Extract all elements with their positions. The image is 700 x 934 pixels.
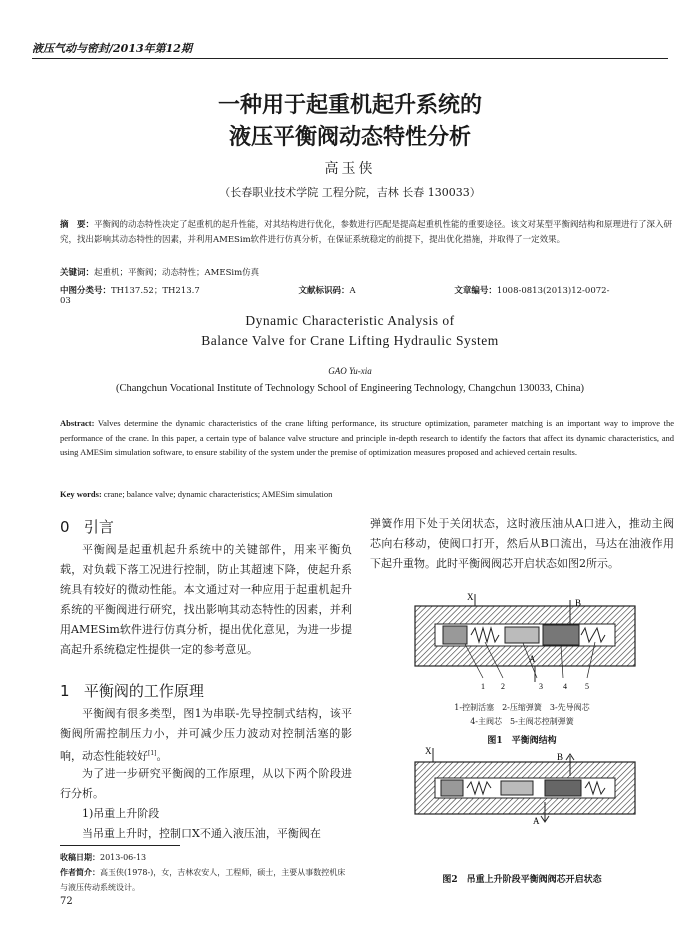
figure-1-title: 图1 平衡阀结构: [487, 736, 557, 746]
port-b-label: B: [557, 752, 564, 762]
part-number-3: 3: [539, 682, 543, 691]
keywords-zh: [60, 266, 674, 278]
part-number-4: 4: [563, 682, 567, 691]
figure-2-title: 图2 吊重上升阶段平衡阀阀芯开启状态: [442, 875, 602, 885]
keywords-zh-label: 关键词：: [60, 268, 95, 278]
title-en-line2: Balance Valve for Crane Lifting Hydraulic System: [201, 333, 499, 348]
abstract-zh: [60, 218, 674, 248]
document-code: 文献标识码：A: [298, 286, 356, 296]
header-rule: [32, 58, 668, 59]
classification-row: [60, 284, 674, 306]
running-header: 液压气动与密封/2013年第12期: [32, 42, 192, 55]
title-zh-line1: 一种用于起重机起升系统的: [217, 93, 482, 118]
port-a-label: A: [529, 654, 536, 664]
section-1-title: 平衡阀的工作原理: [83, 682, 204, 700]
affiliation-en: (Changchun Vocational Institute of Technology School of Engineering Technology, Changchun 130033, China): [115, 383, 585, 394]
figure-2-drawing: [395, 746, 655, 828]
main-spool: [543, 625, 579, 645]
figure-1-legend-line1: 1-控制活塞 2-压缩弹簧 3-先导阀芯: [454, 703, 590, 712]
port-x-label: X: [467, 592, 474, 602]
section-1-paragraph-2: 为了进一步研究平衡阀的工作原理，从以下两个阶段进行分析。: [60, 767, 352, 800]
section-0-paragraph: 平衡阀是起重机起升系统中的关键部件，用来平衡负载，对负载下落工况进行控制，防止其超速下降，使起升系统具有较好的微动性能。本文通过对一种应用于起重机起升系统的平衡阀进行研究，找出影响其动态特性的因素，并利用AMESim软件进行仿真分析，提出优化意见，为进一步提高起升系统稳定性提供一定的参考意见。: [60, 543, 352, 656]
abstract-zh-text: 平衡阀的动态特性决定了起重机的起升性能，对其结构进行优化，参数进行匹配是提高起重机性能的重要途径。该文对某型平衡阀结构和原理进行了深入研究，找出影响其动态特性的因素，并利用AMESim软件进行仿真分析，在保证系统稳定的前提下，提出优化措施，并取得了一定效果。: [60, 220, 673, 245]
clc: 中图分类号：TH137.52；TH213.7: [60, 286, 200, 296]
title-en-line1: Dynamic Characteristic Analysis of: [245, 313, 455, 328]
page-number: 72: [60, 896, 73, 907]
keywords-en-label: Key words:: [60, 489, 102, 499]
reference-mark: [1]: [148, 750, 157, 757]
section-0-number: 0: [60, 518, 70, 536]
section-1-number: 1: [60, 682, 70, 700]
section-1-heading: [60, 680, 352, 701]
author-en: GAO Yu-xia: [328, 366, 372, 376]
abstract-en-text: Valves determine the dynamic characteristics of the crane lifting performance, its structure optimization, parameter matching is an important way to improve the performance of the crane. In this paper, a certain type of balance valve structure and principle in-depth research to identify the factors that affect its dynamic characteristics, and using AMESim simulation software, to ensure stability of the system under the premise of optimization measures proposed and achieved certain results.: [60, 418, 674, 457]
figure-1-drawing: [395, 592, 655, 692]
main-spool-open: [545, 780, 581, 796]
part-number-5: 5: [585, 682, 589, 691]
keywords-zh-text: 起重机；平衡阀；动态特性；AMESim仿真: [94, 268, 260, 278]
keywords-en: [60, 489, 332, 499]
section-1-paragraph-1: 平衡阀有很多类型，图1为串联-先导控制式结构，该平衡阀所需控制压力小，并可减少压力波动对控制活塞的影响，动态性能较好[1]。: [60, 707, 352, 763]
port-a-label: A: [533, 816, 540, 826]
control-piston: [443, 626, 467, 644]
section-1-paragraph-3: 当吊重上升时，控制口X不通入液压油，平衡阀在: [82, 827, 321, 840]
author-bio: 作者简介：高玉侠(1978-)，女，吉林农安人，工程师，硕士，主要从事数控机床与液压传动系统设计。: [60, 867, 346, 892]
pilot-spool: [501, 781, 533, 795]
article-number: 文章编号：1008-0813(2013)12-0072-03: [60, 286, 610, 306]
section-0-heading: [60, 516, 352, 537]
control-piston: [441, 780, 463, 796]
part-number-1: 1: [481, 682, 485, 691]
pilot-spool: [505, 627, 539, 643]
port-b-label: B: [575, 598, 582, 608]
footnote-rule: [60, 845, 180, 846]
author-zh: 高玉侠: [324, 161, 376, 177]
part-number-2: 2: [501, 682, 505, 691]
subsection-1-heading: 1)吊重上升阶段: [82, 807, 160, 820]
section-0-title: 引言: [83, 518, 114, 536]
affiliation-zh: （长春职业技术学院 工程分院，吉林 长春 130033）: [219, 186, 481, 199]
right-column-paragraph: 弹簧作用下处于关闭状态，这时液压油从A口进入，推动主阀芯向右移动，使阀口打开，然后从B口流出，马达在油液作用下起升重物。此时平衡阀阀芯开启状态如图2所示。: [370, 517, 674, 570]
port-x-label: X: [425, 746, 432, 756]
keywords-en-text: crane; balance valve; dynamic characteristics; AMESim simulation: [103, 489, 333, 499]
abstract-en-label: Abstract:: [60, 418, 95, 428]
received-date: 收稿日期：2013-06-13: [60, 852, 147, 862]
abstract-en: [60, 416, 674, 460]
abstract-zh-label: 摘 要：: [60, 220, 95, 230]
figure-1-legend-line2: 4-主阀芯 5-主阀芯控制弹簧: [470, 717, 574, 726]
title-zh-line2: 液压平衡阀动态特性分析: [228, 125, 471, 150]
